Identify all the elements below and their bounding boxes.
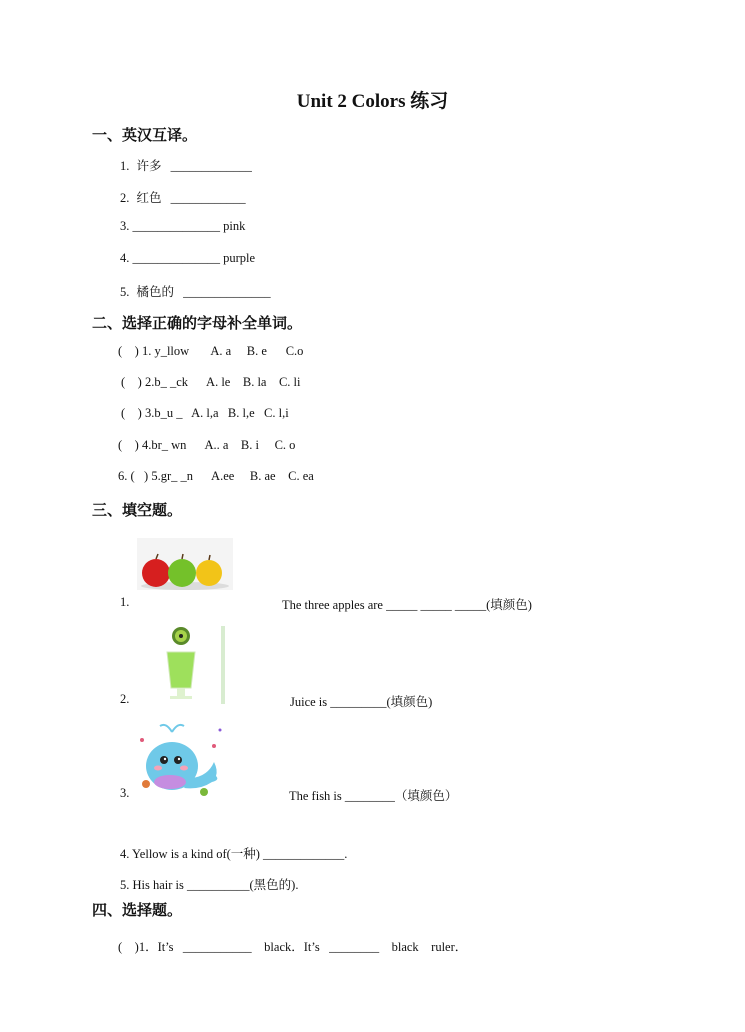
item-num: 1. [120,159,130,173]
item-text: 许多 [136,158,162,173]
section-4-heading: 四、选择题。 [92,901,183,919]
answer-blank[interactable]: ____________ [170,191,246,205]
s3-item-5: 5. His hair is __________(黑色的). [120,878,299,892]
item-num: 4. [120,251,130,265]
kiwi-juice-image [143,626,227,704]
whale-image [134,718,226,800]
s1-item-4 [120,251,255,266]
section-1-heading: 一、英汉互译。 [92,126,198,144]
s3-item-2: Juice is _________(填颜色) [290,695,433,709]
apples-image [137,538,233,590]
answer-blank[interactable]: _____________ [170,159,252,173]
s3-item-1: The three apples are _____ _____ _____(填颜色) [282,598,532,612]
s2-item-3: ( ) 3.b_u _ A. l,a B. l,e C. l,i [121,406,289,420]
s2-item-1: ( ) 1. y_llow A. a B. e C.o [118,344,304,358]
item-num: 5. [120,285,130,299]
s3-item-2-num: 2. [120,692,130,706]
answer-blank[interactable]: ______________ [132,219,220,233]
s1-item-3 [120,219,245,234]
s2-item-2: ( ) 2.b_ _ck A. le B. la C. li [121,375,301,389]
s3-item-1-num: 1. [120,595,130,609]
s3-item-4: 4. Yellow is a kind of(一种) _____________. [120,847,348,861]
answer-blank[interactable]: ______________ [183,285,271,299]
s1-item-2 [120,188,246,206]
s1-item-1 [120,156,252,174]
item-num: 3. [120,219,130,233]
s2-item-4: ( ) 4.br_ wn A.. a B. i C. o [118,438,296,452]
item-text: purple [223,251,256,265]
s2-item-5: 6. ( ) 5.gr_ _n A.ee B. ae C. ea [118,469,314,483]
page-title: Unit 2 Colors 练习 [296,91,449,112]
section-3-heading: 三、填空题。 [92,501,183,519]
item-text: 橘色的 [136,284,175,299]
section-2-heading: 二、选择正确的字母补全单词。 [92,314,303,332]
s1-item-5 [120,282,271,300]
item-text: 红色 [136,190,162,205]
answer-blank[interactable]: ______________ [132,251,220,265]
s4-item-1: ( )1．It’s ___________ black．It’s ________ black ruler． [118,940,468,954]
item-text: pink [223,219,246,233]
s3-item-3-num: 3. [120,786,130,800]
item-num: 2. [120,191,130,205]
s3-item-3: The fish is ________（填颜色） [289,789,458,803]
